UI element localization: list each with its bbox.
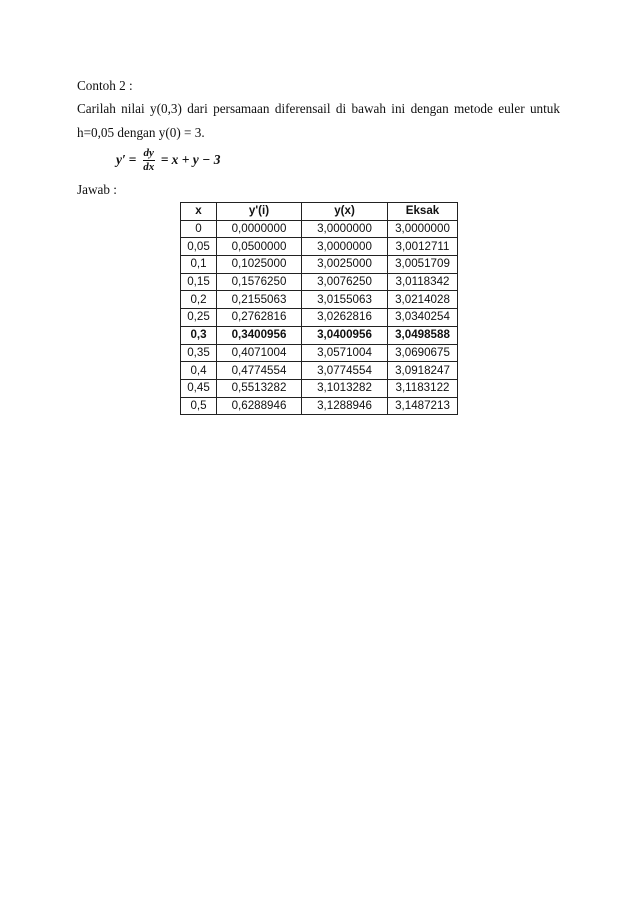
- cell-x: 0,35: [181, 344, 217, 362]
- cell-x: 0,25: [181, 309, 217, 327]
- table-row: [181, 344, 458, 362]
- table-row: [181, 291, 458, 309]
- cell-exact: 3,0118342: [388, 273, 458, 291]
- cell-exact: 3,0000000: [388, 220, 458, 238]
- column-header-y-prime: y'(i): [217, 203, 302, 221]
- cell-y: 3,0262816: [302, 309, 388, 327]
- answer-label: Jawab :: [77, 182, 117, 197]
- euler-results-table: [180, 202, 458, 415]
- column-header-exact: Eksak: [388, 203, 458, 221]
- cell-y-prime: 0,6288946: [217, 397, 302, 415]
- equation-equals-1: =: [128, 152, 137, 167]
- equation-lhs: y′: [116, 152, 126, 167]
- cell-y: 3,0571004: [302, 344, 388, 362]
- cell-exact: 3,0498588: [388, 326, 458, 344]
- table-row-highlighted: [181, 326, 458, 344]
- cell-y: 3,1013282: [302, 379, 388, 397]
- cell-y: 3,0000000: [302, 238, 388, 256]
- cell-exact: 3,0051709: [388, 256, 458, 274]
- cell-y-prime: 0,4774554: [217, 362, 302, 380]
- cell-exact: 3,0012711: [388, 238, 458, 256]
- cell-y-prime: 0,1576250: [217, 273, 302, 291]
- cell-exact: 3,0340254: [388, 309, 458, 327]
- fraction-denominator: dx: [143, 160, 155, 173]
- cell-y: 3,0774554: [302, 362, 388, 380]
- problem-statement-line-1: Carilah nilai y(0,3) dari persamaan diferensail di bawah ini dengan metode euler untuk: [77, 101, 560, 116]
- cell-exact: 3,0918247: [388, 362, 458, 380]
- table-row: [181, 220, 458, 238]
- table-row: [181, 309, 458, 327]
- table-row: [181, 238, 458, 256]
- cell-x: 0,05: [181, 238, 217, 256]
- equation-equals-2: =: [160, 152, 169, 167]
- example-heading: Contoh 2 :: [77, 78, 133, 93]
- cell-y-prime: 0,5513282: [217, 379, 302, 397]
- cell-y-prime: 0,2155063: [217, 291, 302, 309]
- table-row: [181, 256, 458, 274]
- cell-x: 0,1: [181, 256, 217, 274]
- cell-x: 0,2: [181, 291, 217, 309]
- cell-x: 0,3: [181, 326, 217, 344]
- cell-y: 3,0025000: [302, 256, 388, 274]
- cell-y-prime: 0,0500000: [217, 238, 302, 256]
- table-row: [181, 379, 458, 397]
- cell-y-prime: 0,1025000: [217, 256, 302, 274]
- cell-exact: 3,0690675: [388, 344, 458, 362]
- column-header-y: y(x): [302, 203, 388, 221]
- cell-y-prime: 0,0000000: [217, 220, 302, 238]
- differential-equation: [116, 145, 220, 175]
- equation-rhs: x + y − 3: [171, 152, 221, 167]
- table-header-row: [181, 203, 458, 221]
- cell-exact: 3,1183122: [388, 379, 458, 397]
- table-row: [181, 397, 458, 415]
- cell-y: 3,0155063: [302, 291, 388, 309]
- equation-fraction: [143, 148, 155, 173]
- table-row: [181, 273, 458, 291]
- cell-x: 0,5: [181, 397, 217, 415]
- cell-exact: 3,0214028: [388, 291, 458, 309]
- cell-y-prime: 0,4071004: [217, 344, 302, 362]
- cell-x: 0,15: [181, 273, 217, 291]
- cell-x: 0,45: [181, 379, 217, 397]
- cell-y-prime: 0,3400956: [217, 326, 302, 344]
- fraction-numerator: dy: [143, 146, 154, 159]
- cell-y: 3,0000000: [302, 220, 388, 238]
- table-row: [181, 362, 458, 380]
- cell-exact: 3,1487213: [388, 397, 458, 415]
- cell-x: 0: [181, 220, 217, 238]
- cell-y: 3,0076250: [302, 273, 388, 291]
- problem-statement-line-2: h=0,05 dengan y(0) = 3.: [77, 125, 205, 140]
- cell-y-prime: 0,2762816: [217, 309, 302, 327]
- column-header-x: x: [181, 203, 217, 221]
- cell-x: 0,4: [181, 362, 217, 380]
- cell-y: 3,1288946: [302, 397, 388, 415]
- cell-y: 3,0400956: [302, 326, 388, 344]
